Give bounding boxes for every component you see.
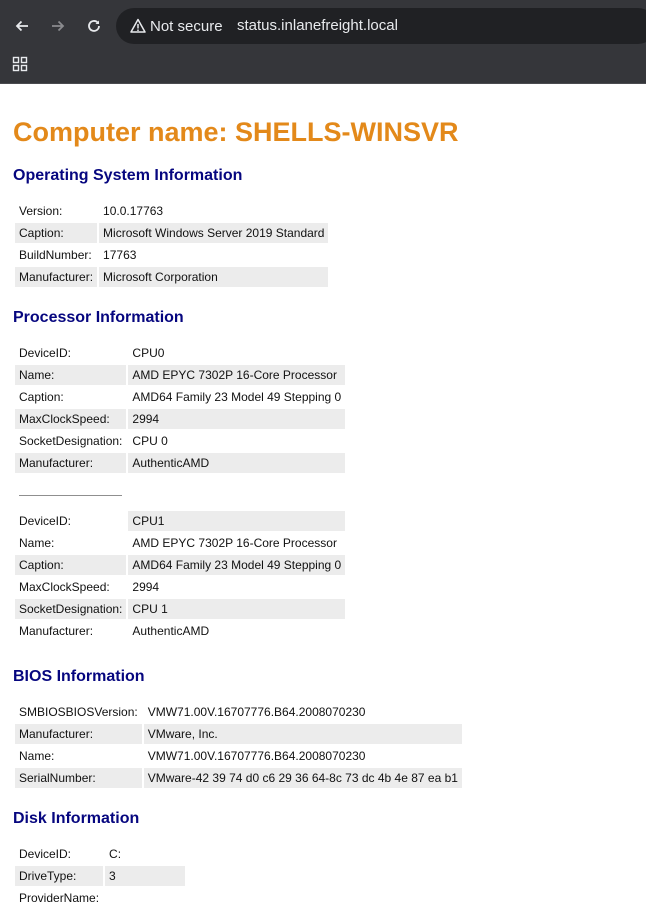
os-table <box>13 199 330 289</box>
table-row <box>15 201 328 221</box>
browser-chrome <box>0 0 646 84</box>
row-value: Microsoft Windows Server 2019 Standard <box>99 223 328 243</box>
table-row <box>15 223 328 243</box>
row-key: DriveType: <box>15 866 103 886</box>
row-value: AuthenticAMD <box>128 453 345 473</box>
arrow-left-icon <box>14 18 30 34</box>
row-value: 2994 <box>132 580 160 594</box>
row-value: 3 <box>105 866 185 886</box>
row-value: AMD64 Family 23 Model 49 Stepping 0 <box>132 390 342 404</box>
reload-icon <box>86 18 102 34</box>
table-row <box>15 343 345 363</box>
table-row <box>15 533 345 553</box>
table-row <box>15 511 345 531</box>
row-key: DeviceID: <box>19 346 72 360</box>
table-row <box>15 555 345 575</box>
row-key: Manufacturer: <box>19 624 94 638</box>
row-value: CPU0 <box>132 346 165 360</box>
url-text[interactable]: status.inlanefreight.local <box>237 17 398 34</box>
row-key: SocketDesignation: <box>19 434 123 448</box>
row-value: VMware, Inc. <box>144 724 462 744</box>
row-key: ProviderName: <box>19 891 100 905</box>
row-key: Name: <box>19 749 55 763</box>
security-indicator[interactable] <box>130 17 223 35</box>
row-value: VMW71.00V.16707776.B64.2008070230 <box>147 705 366 719</box>
warning-icon <box>130 18 146 34</box>
table-row <box>15 453 345 473</box>
row-key: DeviceID: <box>15 511 126 531</box>
arrow-right-icon <box>50 18 66 34</box>
table-row <box>15 245 328 265</box>
row-value: AMD EPYC 7302P 16-Core Processor <box>128 365 345 385</box>
row-value: AuthenticAMD <box>132 624 210 638</box>
row-value: AMD64 Family 23 Model 49 Stepping 0 <box>128 555 345 575</box>
table-row <box>15 702 462 722</box>
row-key: DeviceID: <box>19 847 72 861</box>
row-key: MaxClockSpeed: <box>15 409 126 429</box>
table-row <box>15 267 328 287</box>
bookmarks-bar <box>0 52 646 84</box>
table-row <box>15 431 345 451</box>
bios-heading: BIOS Information <box>13 668 145 685</box>
processor-heading: Processor Information <box>13 309 184 326</box>
row-key: Manufacturer: <box>15 724 142 744</box>
table-row <box>15 599 345 619</box>
os-heading: Operating System Information <box>13 167 243 184</box>
row-key: Caption: <box>15 555 126 575</box>
row-value <box>105 888 185 908</box>
page-title: Computer name: SHELLS-WINSVR <box>13 117 459 147</box>
table-row <box>15 844 185 864</box>
row-key: BuildNumber: <box>19 248 92 262</box>
row-value: 10.0.17763 <box>103 204 164 218</box>
row-value: C: <box>109 847 122 861</box>
row-value: CPU 0 <box>132 434 168 448</box>
row-key: Caption: <box>15 223 97 243</box>
browser-toolbar <box>0 0 646 52</box>
disk-heading: Disk Information <box>13 810 140 827</box>
table-row <box>15 621 345 641</box>
row-value: Microsoft Corporation <box>99 267 328 287</box>
table-row <box>15 746 462 766</box>
cpu0-table <box>13 341 347 475</box>
reload-button[interactable] <box>82 14 106 38</box>
row-key: Caption: <box>19 390 64 404</box>
forward-button[interactable] <box>46 14 70 38</box>
security-label: Not secure <box>150 17 223 35</box>
row-key: Name: <box>15 365 126 385</box>
row-value: AMD EPYC 7302P 16-Core Processor <box>132 536 337 550</box>
row-key: MaxClockSpeed: <box>19 580 110 594</box>
cpu-divider <box>19 495 122 496</box>
table-row <box>15 365 345 385</box>
row-value: 2994 <box>128 409 345 429</box>
row-value: VMware-42 39 74 d0 c6 29 36 64-8c 73 dc 4b 4e 87 ea b1 <box>144 768 462 788</box>
row-key: SMBIOSBIOSVersion: <box>19 705 138 719</box>
bios-table <box>13 700 464 790</box>
table-row <box>15 724 462 744</box>
cpu1-table <box>13 509 347 643</box>
row-value: 17763 <box>103 248 137 262</box>
table-row <box>15 866 185 886</box>
row-value: CPU 1 <box>128 599 345 619</box>
row-key: Manufacturer: <box>15 453 126 473</box>
table-row <box>15 888 185 908</box>
table-row <box>15 768 462 788</box>
table-row <box>15 577 345 597</box>
row-key: SocketDesignation: <box>15 599 126 619</box>
table-row <box>15 387 345 407</box>
disk-table <box>13 842 187 910</box>
row-key: Version: <box>19 204 63 218</box>
row-key: Name: <box>19 536 55 550</box>
apps-grid-icon[interactable] <box>12 56 28 72</box>
row-key: SerialNumber: <box>15 768 142 788</box>
table-row <box>15 409 345 429</box>
row-value: VMW71.00V.16707776.B64.2008070230 <box>147 749 366 763</box>
back-button[interactable] <box>10 14 34 38</box>
row-value: CPU1 <box>128 511 345 531</box>
row-key: Manufacturer: <box>15 267 97 287</box>
